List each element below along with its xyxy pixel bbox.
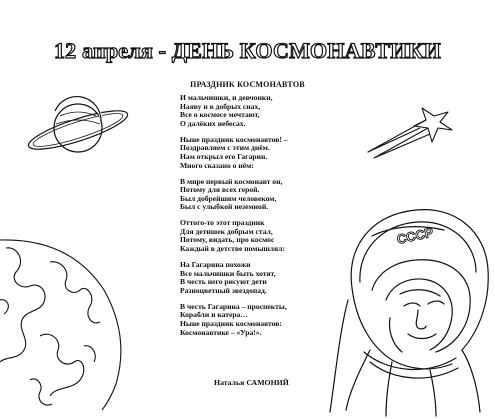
poem-line: В честь Гагарина – проспекты, — [180, 301, 287, 311]
poem-line: В честь него рисуют дети — [180, 277, 267, 287]
poem-line: О далёких небесах. — [180, 118, 246, 128]
poem-stanza — [180, 261, 350, 295]
poem-stanza — [180, 136, 350, 170]
poem-author: Наталья САМОНИЙ — [214, 378, 289, 387]
poem-line: В мире первый космонавт он, — [180, 176, 283, 186]
helmet-label: СССР — [395, 224, 435, 247]
poem-line: Все мальчишки быть хотят, — [180, 268, 276, 278]
poem-line: И мальчишки, и девчонки, — [180, 93, 273, 102]
poem-line: Ныне праздник космонавтов! – — [180, 134, 288, 144]
poem-line: Много сказано о нём: — [180, 160, 254, 170]
poem-line: Все о космосе мечтают, — [180, 110, 260, 120]
poem-line: Оттого-то этот праздник — [180, 218, 265, 228]
poem-line: Поздравляем с этим днём. — [180, 143, 270, 153]
page-title: 12 апреля - ДЕНЬ КОСМОНАВТИКИ — [53, 38, 441, 63]
poem-line: Каждый в детстве помышлял: — [180, 244, 285, 254]
poem-line: Потому для всех герой. — [180, 185, 260, 195]
poem-line: Нам открыл его Гагарин. — [180, 151, 268, 161]
poem-stanza — [180, 219, 350, 253]
poem-line: На Гагарина похожи — [180, 260, 251, 270]
poem-title: ПРАЗДНИК КОСМОНАВТОВ — [190, 80, 305, 89]
poem-line: Космонавтике – «Ура!». — [180, 327, 262, 337]
poem-line: Был добрейшим человеком, — [180, 193, 277, 203]
poem-stanza — [180, 94, 350, 128]
poem-line: Корабли и катера… — [180, 310, 248, 320]
poem-line: Потому, видать, про космос — [180, 235, 275, 245]
poem-stanza — [180, 303, 350, 337]
poem-line: Для детишек добрым стал, — [180, 226, 273, 236]
poem-stanza — [180, 178, 350, 212]
poem-line: Разноцветный звездопад. — [180, 285, 267, 295]
poem-line: Ныне праздник космонавтов: — [180, 319, 282, 329]
poem-line: Был с улыбкой неземной. — [180, 202, 269, 212]
poem-body — [180, 94, 350, 345]
poem-line: Наяву и в добрых снах, — [180, 101, 261, 111]
